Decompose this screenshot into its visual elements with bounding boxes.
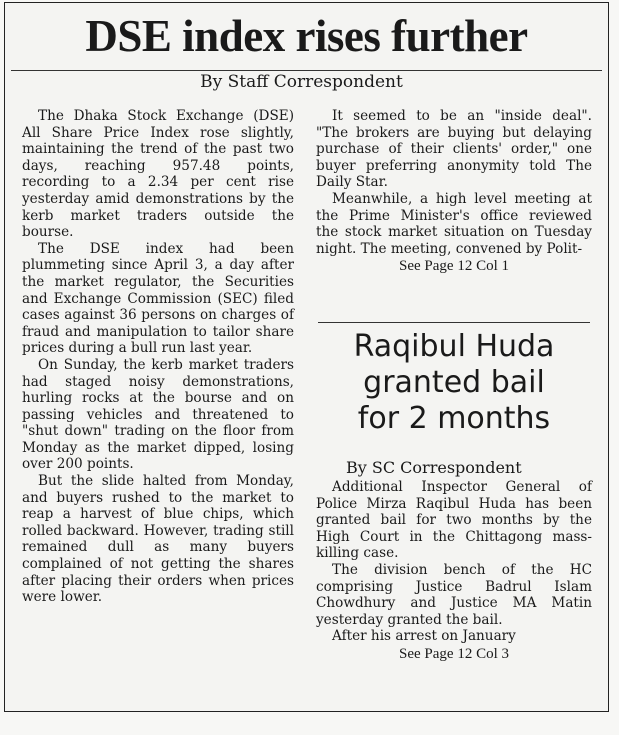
article-column-right: [316, 108, 592, 275]
continuation-jump: See Page 12 Col 1: [399, 258, 509, 275]
paragraph: Additional Inspector General of Police Mirza Raqibul Huda has been granted bail for two months by the High Court in the Chittagong mass-killing case.: [316, 479, 592, 562]
section-divider: [318, 322, 590, 323]
second-headline-line: Raqibul Huda: [353, 329, 555, 364]
paragraph: The DSE index had been plummeting since April 3, a day after the market regulator, the Securities and Exchange Commission (SEC) filed cases against 36 persons on charges of fraud and manipulation to tailor share prices during a bull run last year.: [22, 240, 294, 357]
continuation-jump: See Page 12 Col 3: [399, 645, 509, 662]
second-headline-line: for 2 months: [357, 401, 551, 436]
paragraph: It seemed to be an "inside deal". "The brokers are buying but delaying purchase of their clients' order," one buyer preferring anonymity told The Daily Star.: [316, 108, 592, 191]
byline: By Staff Correspondent: [200, 72, 403, 92]
paragraph: But the slide halted from Monday, and buyers rushed to the market to reap a harvest of blue chips, which rolled backward. However, trading still remained dull as many buyers complained of not getting the shares after placing their orders when prices were lower.: [22, 473, 294, 606]
paragraph: Meanwhile, a high level meeting at the Prime Minister's office reviewed the stock market situation on Tuesday night. The meeting, convened by Polit-: [316, 190, 592, 257]
second-byline: By SC Correspondent: [346, 458, 522, 477]
headline: DSE index rises further: [85, 11, 528, 61]
paragraph: On Sunday, the kerb market traders had staged noisy demonstrations, hurling rocks at the bourse and on passing vehicles and threatened to "shut down" trading on the floor from Monday as the market dipped, losing over 200 points.: [22, 356, 294, 473]
paragraph: After his arrest on January: [332, 628, 516, 645]
second-headline-line: granted bail: [363, 365, 545, 400]
second-article-body: [316, 479, 592, 663]
paragraph: The Dhaka Stock Exchange (DSE) All Share Price Index rose slightly, maintaining the trend of the past two days, reaching 957.48 points, recording to a 2.34 per cent rise yesterday amid demonstrations by the kerb market traders outside the bourse.: [22, 108, 294, 241]
headline-rule: [11, 70, 602, 71]
paragraph: The division bench of the HC comprising Justice Badrul Islam Chowdhury and Justice MA Matin yesterday granted the bail.: [316, 561, 592, 628]
second-headline: [316, 329, 592, 437]
article-column-left: [22, 108, 294, 606]
